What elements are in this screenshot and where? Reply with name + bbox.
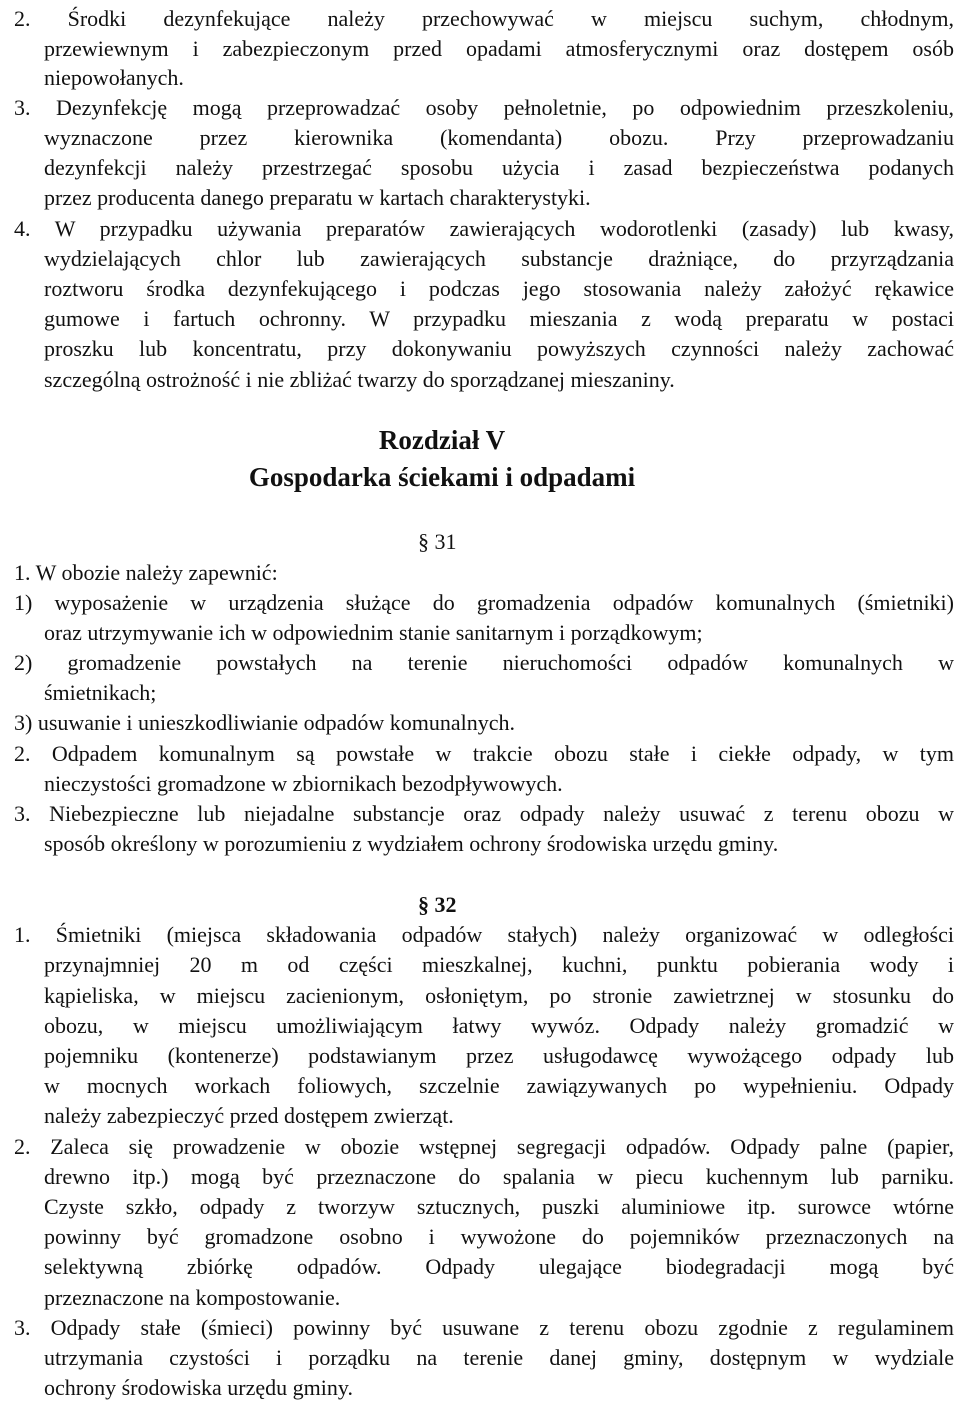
chapter-number: Rozdział V [378,425,506,455]
text-line: utrzymania czystości i porządku na terenie danej gminy, dostępnym w wydziale [44,1345,954,1370]
chapter-title: Gospodarka ściekami i odpadami [248,462,636,492]
paragraph-31-number: 31 [434,529,457,554]
section-sign-icon: § [418,892,429,917]
text-line: obozu, w miejscu umożliwiającym łatwy wywóz. Odpady należy gromadzić w [44,1013,954,1038]
text-line: Czyste szkło, odpady z tworzyw sztucznych, puszki aluminiowe itp. surowce wtórne [44,1194,954,1219]
text-line: przewiewnym i zabezpieczonym przed opadami atmosferycznymi oraz dostępem osób [44,36,954,61]
text-line: 3. Odpady stałe (śmieci) powinny być usuwane z terenu obozu zgodnie z regulaminem [14,1315,954,1340]
paragraph-32-heading [418,890,457,920]
paragraph-31-heading [418,527,457,557]
text-line: przeznaczone na kompostowanie. [44,1285,341,1310]
text-line: 2. Odpadem komunalnym są powstałe w trakcie obozu stałe i ciekłe odpady, w tym [14,741,954,766]
text-line: 3. Niebezpieczne lub niejadalne substancje oraz odpady należy usuwać z terenu obozu w [14,801,954,826]
text-line: 2. Zaleca się prowadzenie w obozie wstępnej segregacji odpadów. Odpady palne (papier, [14,1134,954,1159]
text-line: nieczystości gromadzone w zbiornikach bezodpływowych. [44,771,563,796]
text-line: niepowołanych. [44,65,184,90]
text-line: śmietnikach; [44,680,157,705]
text-line: dezynfekcji należy przestrzegać sposobu użycia i zasad bezpieczeństwa podanych [44,155,954,180]
text-line: powinny być gromadzone osobno i wywożone do pojemników przeznaczonych na [44,1224,954,1249]
text-line: należy zabezpieczyć przed dostępem zwierząt. [44,1103,454,1128]
text-line: 1. W obozie należy zapewnić: [14,560,278,585]
text-line: wyznaczone przez kierownika (komendanta) obozu. Przy przeprowadzaniu [44,125,954,150]
text-line: drewno itp.) mogą być przeznaczone do spalania w piecu kuchennym lub parniku. [44,1164,954,1189]
section-sign-icon: § [418,529,429,554]
text-line: 1) wyposażenie w urządzenia służące do gromadzenia odpadów komunalnych (śmietniki) [14,590,954,615]
text-line: proszku lub koncentratu, przy dokonywaniu powyższych czynności należy zachować [44,336,954,361]
text-line: 4. W przypadku używania preparatów zawierających wodorotlenki (zasady) lub kwasy, [14,216,954,241]
text-line: roztworu środka dezynfekującego i podczas jego stosowania należy założyć rękawice [44,276,954,301]
text-line: pojemniku (kontenerze) podstawianym przez usługodawcę wywożącego odpady lub [44,1043,954,1068]
text-line: w mocnych workach foliowych, szczelnie zawiązywanych po wypełnieniu. Odpady [44,1073,954,1098]
text-line: kąpieliska, w miejscu zacienionym, osłoniętym, po stronie zawietrznej w stosunku do [44,983,954,1008]
text-line: szczególną ostrożność i nie zbliżać twarzy do sporządzanej mieszaniny. [44,367,675,392]
text-line: wydzielających chlor lub zawierających substancje drażniące, do przyrządzania [44,246,954,271]
text-line: sposób określony w porozumieniu z wydziałem ochrony środowiska urzędu gminy. [44,831,779,856]
text-line: ochrony środowiska urzędu gminy. [44,1375,353,1400]
text-line: gumowe i fartuch ochronny. W przypadku mieszania z wodą preparatu w postaci [44,306,954,331]
paragraph-32-number: 32 [434,892,457,917]
text-line: oraz utrzymywanie ich w odpowiednim stanie sanitarnym i porządkowym; [44,620,703,645]
text-line: 3. Dezynfekcję mogą przeprowadzać osoby pełnoletnie, po odpowiednim przeszkoleniu, [14,95,954,120]
text-line: 1. Śmietniki (miejsca składowania odpadów stałych) należy organizować w odległości [14,922,954,947]
text-line: 2. Środki dezynfekujące należy przechowywać w miejscu suchym, chłodnym, [14,6,954,31]
text-line: selektywną zbiórkę odpadów. Odpady ulegające biodegradacji mogą być [44,1254,954,1279]
text-line: 3) usuwanie i unieszkodliwianie odpadów komunalnych. [14,710,516,735]
text-line: przynajmniej 20 m od części mieszkalnej, kuchni, punktu pobierania wody i [44,952,954,977]
text-line: 2) gromadzenie powstałych na terenie nieruchomości odpadów komunalnych w [14,650,954,675]
text-line: przez producenta danego preparatu w kartach charakterystyki. [44,185,591,210]
